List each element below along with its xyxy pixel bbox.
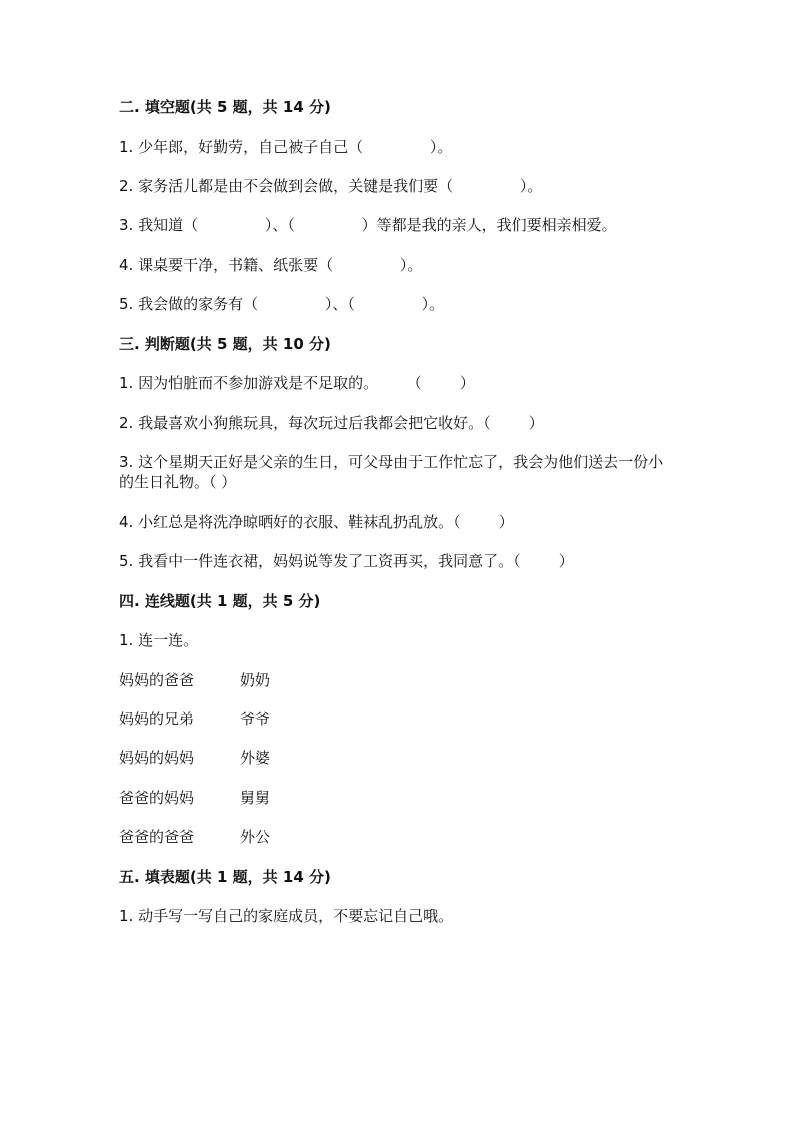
judge-question-5: 5. 我看中一件连衣裙，妈妈说等发了工资再买，我同意了。（ ） <box>119 552 574 570</box>
match-right-item: 奶奶 <box>240 671 271 689</box>
match-left-item: 爸爸的妈妈 <box>119 789 195 807</box>
match-left-item: 爸爸的爸爸 <box>119 828 195 846</box>
match-right-item: 爷爷 <box>240 710 271 728</box>
match-right-item: 外婆 <box>240 749 271 767</box>
judge-question-4: 4. 小红总是将洗净晾晒好的衣服、鞋袜乱扔乱放。（ ） <box>119 513 514 531</box>
match-right-item: 舅舅 <box>240 789 271 807</box>
judge-question-2: 2. 我最喜欢小狗熊玩具，每次玩过后我都会把它收好。（ ） <box>119 414 544 432</box>
fill-question-3: 3. 我知道（ ）、（ ）等都是我的亲人，我们要相亲相爱。 <box>119 216 617 234</box>
table-question-1: 1. 动手写一写自己的家庭成员，不要忘记自己哦。 <box>119 907 454 925</box>
match-left-item: 妈妈的爸爸 <box>119 671 195 689</box>
fill-question-2: 2. 家务活儿都是由不会做到会做，关键是我们要（ ）。 <box>119 177 543 195</box>
section-5-title: 五. 填表题(共 1 题，共 14 分) <box>119 868 331 886</box>
fill-question-5: 5. 我会做的家务有（ ）、（ ）。 <box>119 295 445 313</box>
section-2-title: 二. 填空题(共 5 题，共 14 分) <box>119 98 331 116</box>
match-left-item: 妈妈的兄弟 <box>119 710 195 728</box>
judge-question-1: 1. 因为怕脏而不参加游戏是不足取的。 （ ） <box>119 374 475 392</box>
judge-question-3: 3. 这个星期天正好是父亲的生日，可父母由于工作忙忘了，我会为他们送去一份小的生日礼物。（ ） <box>119 453 664 491</box>
section-3-title: 三. 判断题(共 5 题，共 10 分) <box>119 335 331 353</box>
section-4-title: 四. 连线题(共 1 题，共 5 分) <box>119 592 321 610</box>
fill-question-4: 4. 课桌要干净，书籍、纸张要（ ）。 <box>119 256 423 274</box>
match-right-item: 外公 <box>240 828 271 846</box>
match-question-1: 1. 连一连。 <box>119 631 199 649</box>
match-left-item: 妈妈的妈妈 <box>119 749 195 767</box>
fill-question-1: 1. 少年郎，好勤劳，自己被子自己（ ）。 <box>119 138 453 156</box>
